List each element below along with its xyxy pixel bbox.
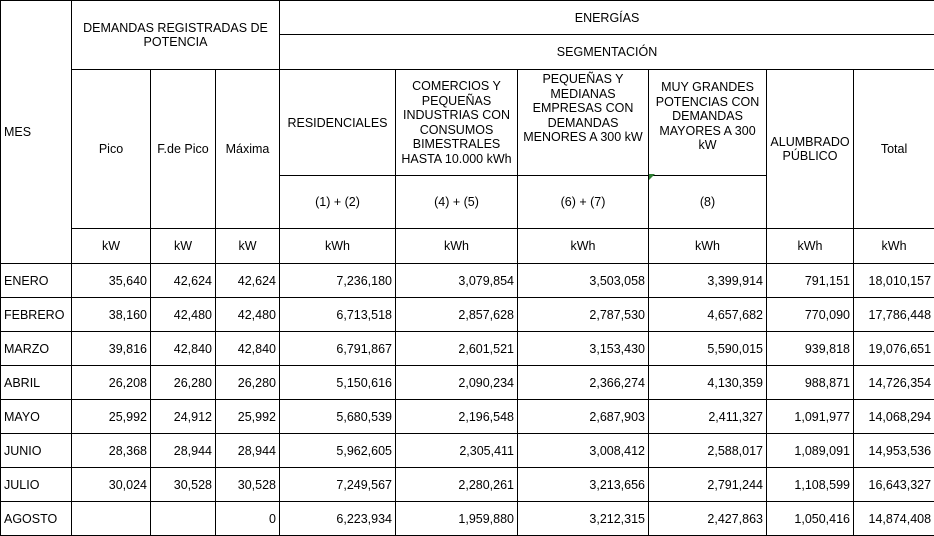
header-f-pico: F.de Pico <box>151 70 216 229</box>
cell-f-pico: 42,624 <box>151 264 216 298</box>
cell-alumbrado: 1,089,091 <box>767 434 854 468</box>
cell-comercios: 2,280,261 <box>396 468 518 502</box>
unit-cell: kWh <box>767 229 854 264</box>
cell-pequenas: 3,153,430 <box>518 332 649 366</box>
code-muy-grandes: (8) <box>649 176 767 229</box>
code-pequenas: (6) + (7) <box>518 176 649 229</box>
cell-maxima: 42,840 <box>216 332 280 366</box>
cell-maxima: 42,624 <box>216 264 280 298</box>
cell-maxima: 26,280 <box>216 366 280 400</box>
header-alumbrado: ALUMBRADO PÚBLICO <box>767 70 854 229</box>
cell-residenciales: 5,962,605 <box>280 434 396 468</box>
cell-muy-grandes: 2,411,327 <box>649 400 767 434</box>
cell-pico: 35,640 <box>72 264 151 298</box>
cell-f-pico: 30,528 <box>151 468 216 502</box>
cell-mes: JULIO <box>1 468 72 502</box>
header-segmentacion: SEGMENTACIÓN <box>280 35 934 70</box>
cell-residenciales: 6,791,867 <box>280 332 396 366</box>
cell-pequenas: 3,213,656 <box>518 468 649 502</box>
cell-comercios: 2,857,628 <box>396 298 518 332</box>
cell-residenciales: 7,249,567 <box>280 468 396 502</box>
cell-comercios: 3,079,854 <box>396 264 518 298</box>
header-pico: Pico <box>72 70 151 229</box>
cell-mes: ENERO <box>1 264 72 298</box>
cell-alumbrado: 1,108,599 <box>767 468 854 502</box>
unit-cell: kWh <box>518 229 649 264</box>
cell-muy-grandes: 4,657,682 <box>649 298 767 332</box>
cell-total: 14,068,294 <box>854 400 934 434</box>
table-row <box>1 400 934 434</box>
unit-cell: kW <box>216 229 280 264</box>
cell-maxima: 42,480 <box>216 298 280 332</box>
cell-pico: 26,208 <box>72 366 151 400</box>
cell-comercios: 2,305,411 <box>396 434 518 468</box>
cell-pico: 30,024 <box>72 468 151 502</box>
cell-comercios: 1,959,880 <box>396 502 518 536</box>
table-row <box>1 332 934 366</box>
unit-cell: kWh <box>854 229 934 264</box>
table-row <box>1 298 934 332</box>
cell-muy-grandes: 2,791,244 <box>649 468 767 502</box>
cell-alumbrado: 1,050,416 <box>767 502 854 536</box>
header-demandas: DEMANDAS REGISTRADAS DE POTENCIA <box>72 1 280 70</box>
cell-mes: FEBRERO <box>1 298 72 332</box>
cell-f-pico: 42,480 <box>151 298 216 332</box>
cell-alumbrado: 939,818 <box>767 332 854 366</box>
unit-cell: kWh <box>280 229 396 264</box>
cell-comercios: 2,196,548 <box>396 400 518 434</box>
cell-muy-grandes: 5,590,015 <box>649 332 767 366</box>
cell-muy-grandes: 2,427,863 <box>649 502 767 536</box>
table-row <box>1 502 934 536</box>
cell-mes: JUNIO <box>1 434 72 468</box>
cell-pequenas: 3,008,412 <box>518 434 649 468</box>
cell-comment-marker <box>649 174 655 180</box>
cell-residenciales: 6,223,934 <box>280 502 396 536</box>
cell-pico: 39,816 <box>72 332 151 366</box>
cell-f-pico <box>151 502 216 536</box>
cell-pequenas: 3,212,315 <box>518 502 649 536</box>
cell-pico <box>72 502 151 536</box>
cell-total: 14,953,536 <box>854 434 934 468</box>
cell-mes: AGOSTO <box>1 502 72 536</box>
table-row <box>1 468 934 502</box>
cell-maxima: 30,528 <box>216 468 280 502</box>
header-energias: ENERGÍAS <box>280 1 934 35</box>
cell-total: 18,010,157 <box>854 264 934 298</box>
cell-mes: ABRIL <box>1 366 72 400</box>
cell-maxima: 25,992 <box>216 400 280 434</box>
cell-mes: MAYO <box>1 400 72 434</box>
cell-residenciales: 7,236,180 <box>280 264 396 298</box>
cell-comercios: 2,090,234 <box>396 366 518 400</box>
cell-alumbrado: 988,871 <box>767 366 854 400</box>
header-muy-grandes: MUY GRANDES POTENCIAS CON DEMANDAS MAYORES A 300 kW <box>649 70 767 176</box>
cell-pico: 38,160 <box>72 298 151 332</box>
cell-f-pico: 24,912 <box>151 400 216 434</box>
cell-alumbrado: 791,151 <box>767 264 854 298</box>
cell-pequenas: 2,366,274 <box>518 366 649 400</box>
cell-muy-grandes: 4,130,359 <box>649 366 767 400</box>
cell-f-pico: 28,944 <box>151 434 216 468</box>
unit-cell: kWh <box>396 229 518 264</box>
cell-maxima: 28,944 <box>216 434 280 468</box>
cell-pico: 25,992 <box>72 400 151 434</box>
cell-f-pico: 42,840 <box>151 332 216 366</box>
cell-maxima: 0 <box>216 502 280 536</box>
cell-muy-grandes: 2,588,017 <box>649 434 767 468</box>
cell-pequenas: 3,503,058 <box>518 264 649 298</box>
cell-mes: MARZO <box>1 332 72 366</box>
header-comercios: COMERCIOS Y PEQUEÑAS INDUSTRIAS CON CONSUMOS BIMESTRALES HASTA 10.000 kWh <box>396 70 518 176</box>
cell-total: 14,874,408 <box>854 502 934 536</box>
cell-comercios: 2,601,521 <box>396 332 518 366</box>
cell-pico: 28,368 <box>72 434 151 468</box>
cell-total: 17,786,448 <box>854 298 934 332</box>
cell-pequenas: 2,687,903 <box>518 400 649 434</box>
cell-total: 14,726,354 <box>854 366 934 400</box>
table-row <box>1 366 934 400</box>
table-row <box>1 264 934 298</box>
cell-f-pico: 26,280 <box>151 366 216 400</box>
unit-cell: kWh <box>649 229 767 264</box>
table-row <box>1 434 934 468</box>
cell-pequenas: 2,787,530 <box>518 298 649 332</box>
cell-residenciales: 5,150,616 <box>280 366 396 400</box>
header-maxima: Máxima <box>216 70 280 229</box>
code-residenciales: (1) + (2) <box>280 176 396 229</box>
unit-cell: kW <box>151 229 216 264</box>
cell-residenciales: 6,713,518 <box>280 298 396 332</box>
header-mes: MES <box>1 1 72 264</box>
cell-alumbrado: 1,091,977 <box>767 400 854 434</box>
cell-muy-grandes: 3,399,914 <box>649 264 767 298</box>
cell-total: 19,076,651 <box>854 332 934 366</box>
header-total: Total <box>854 70 934 229</box>
unit-cell: kW <box>72 229 151 264</box>
cell-alumbrado: 770,090 <box>767 298 854 332</box>
header-residenciales: RESIDENCIALES <box>280 70 396 176</box>
cell-total: 16,643,327 <box>854 468 934 502</box>
code-comercios: (4) + (5) <box>396 176 518 229</box>
header-pequenas: PEQUEÑAS Y MEDIANAS EMPRESAS CON DEMANDAS MENORES A 300 kW <box>518 70 649 176</box>
cell-residenciales: 5,680,539 <box>280 400 396 434</box>
